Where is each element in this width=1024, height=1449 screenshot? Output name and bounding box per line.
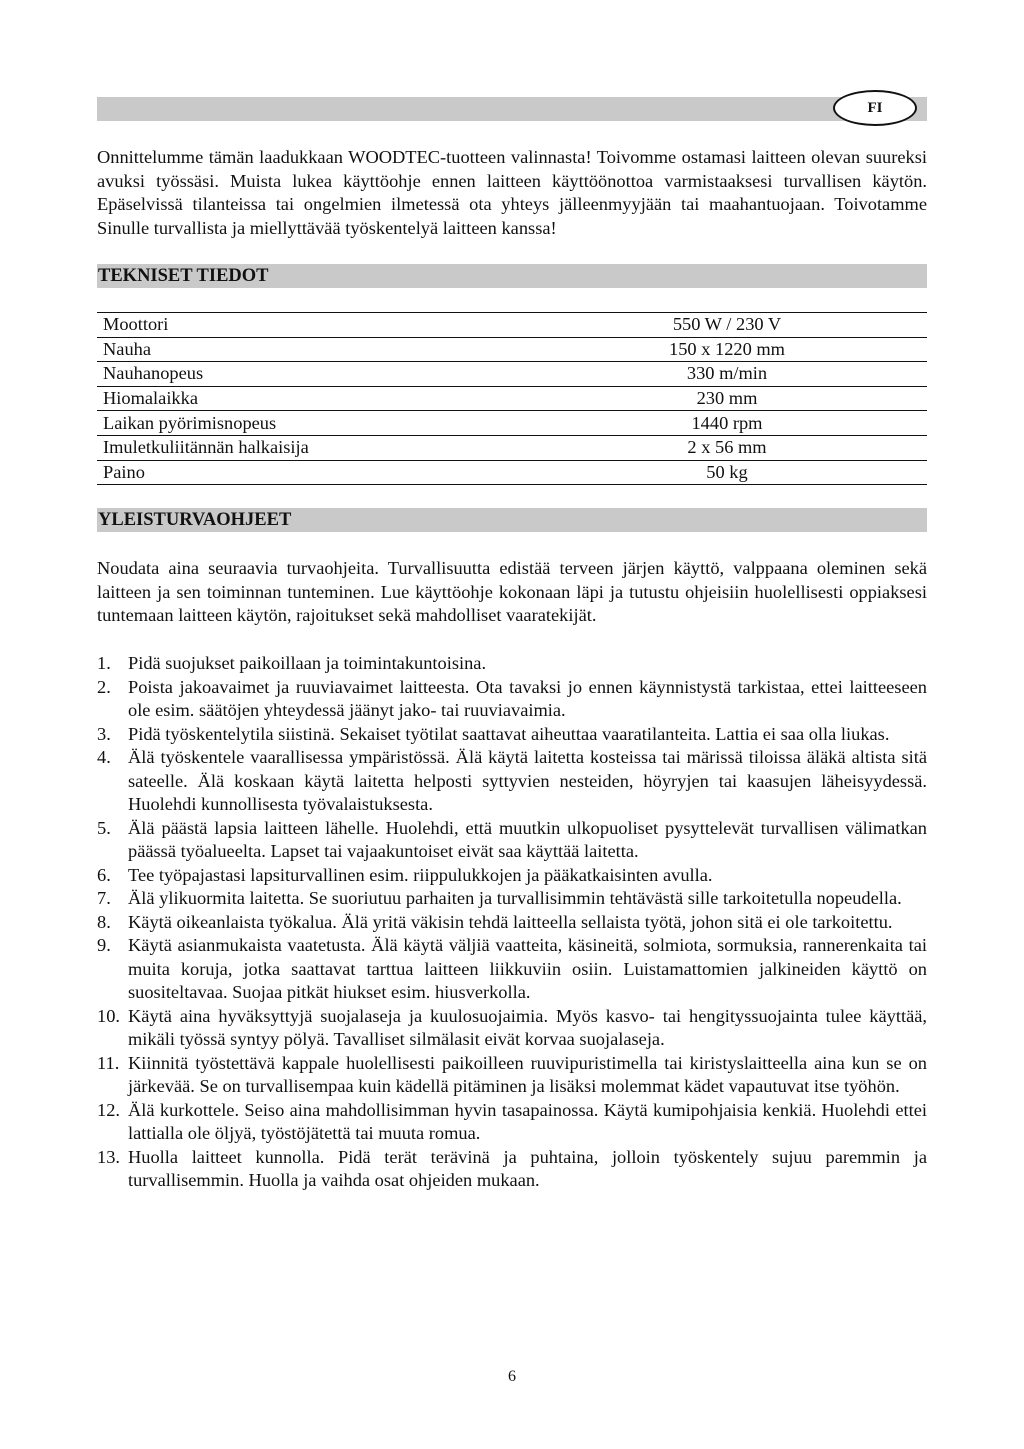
list-number: 2. <box>97 676 111 697</box>
list-text: Tee työpajastasi lapsiturvallinen esim. riippulukkojen ja pääkatkaisinten avulla. <box>128 864 713 885</box>
list-text: Huolla laitteet kunnolla. Pidä terät terävinä ja puhtaina, jolloin työskentely sujuu paremmin ja turvallisemmin. Huolla ja vaihda osat ohjeiden mukaan. <box>128 1146 927 1190</box>
table-row <box>97 337 927 362</box>
specs-table <box>97 312 927 485</box>
list-number: 7. <box>97 888 111 908</box>
list-number: 12. <box>97 1099 120 1120</box>
spec-value: 150 x 1220 mm <box>527 337 927 362</box>
list-number: 1. <box>97 653 111 673</box>
list-text: Poista jakoavaimet ja ruuviavaimet laitteesta. Ota tavaksi jo ennen käynnistystä tarkistaa, ettei laitteeseen ole esim. säätöjen yhteydessä jäänyt jako- tai ruuviavaimia. <box>128 676 927 720</box>
list-item <box>97 1005 927 1052</box>
list-number: 5. <box>97 817 111 838</box>
page-number: 6 <box>508 1368 516 1385</box>
list-text: Älä kurkottele. Seiso aina mahdollisimman hyvin tasapainossa. Käytä kumipohjaisia kenkiä. Huolehdi ettei lattialla ole öljyä, työstöjätettä tai muuta romua. <box>128 1099 927 1143</box>
table-row <box>97 435 927 460</box>
header-bar <box>97 97 927 121</box>
list-item <box>97 864 927 888</box>
list-item <box>97 723 927 747</box>
table-row <box>97 362 927 387</box>
list-item <box>97 746 927 817</box>
spec-label: Moottori <box>97 313 527 338</box>
spec-label: Paino <box>97 460 527 485</box>
list-text: Käytä aina hyväksyttyjä suojalaseja ja kuulosuojaimia. Myös kasvo- tai hengityssuojainta tulee käyttää, mikäli työssä syntyy pölyä. Tavalliset silmälasit eivät korvaa suojalaseja. <box>128 1005 927 1049</box>
list-number: 9. <box>97 935 111 955</box>
list-number: 3. <box>97 723 111 744</box>
spec-label: Hiomalaikka <box>97 386 527 411</box>
list-text: Älä ylikuormita laitetta. Se suoriutuu parhaiten ja turvallisimmin tehtävästä sille tarkoitetulla nopeudella. <box>128 888 902 908</box>
section-heading-specs: TEKNISET TIEDOT <box>97 264 927 288</box>
list-item <box>97 1099 927 1146</box>
list-item <box>97 1052 927 1099</box>
list-text: Pidä työskentelytila siistinä. Sekaiset työtilat saattavat aiheuttaa vaaratilanteita. Lattia ei saa olla liukas. <box>128 723 890 744</box>
list-text: Käytä asianmukaista vaatetusta. Älä käytä väljiä vaatteita, käsineitä, solmiota, sormuksia, rannerenkaita tai muita koruja, jotka saattavat tarttua laitteen liikkuviin osiin. Luistamattomien jalkineiden käyttö on suositeltavaa. Suojaa pitkät hiukset esim. hiusverkolla. <box>128 935 927 1002</box>
list-item <box>97 1146 927 1193</box>
spec-label: Nauhanopeus <box>97 362 527 387</box>
list-number: 10. <box>97 1005 120 1026</box>
spec-value: 550 W / 230 V <box>527 313 927 338</box>
list-item <box>97 911 927 935</box>
section-heading-safety: YLEISTURVAOHJEET <box>97 508 927 532</box>
list-number: 8. <box>97 911 111 932</box>
list-number: 4. <box>97 747 111 767</box>
list-item <box>97 887 927 911</box>
list-text: Älä työskentele vaarallisessa ympäristössä. Älä käytä laitetta kosteissa tai märissä tiloissa äläkä altista sitä sateelle. Älä koskaan käytä laitetta helposti syttyvien nesteiden, höyryjen tai kaasujen läheisyydessä. Huolehdi kunnollisesta työvalaistuksesta. <box>128 747 927 814</box>
spec-value: 330 m/min <box>527 362 927 387</box>
spec-label: Imuletkuliitännän halkaisija <box>97 435 527 460</box>
list-text: Kiinnitä työstettävä kappale huolellisesti paikoilleen ruuvipuristimella tai kiristyslaitteella aina kun se on järkevää. Se on turvallisempaa kuin kädellä pitäminen ja lisäksi molemmat kädet vapautuvat itse työhön. <box>128 1052 927 1096</box>
list-text: Käytä oikeanlaista työkalua. Älä yritä väkisin tehdä laitteella sellaista työtä, johon sitä ei ole tarkoitettu. <box>128 911 893 932</box>
language-badge: FI <box>833 90 917 126</box>
spec-label: Nauha <box>97 337 527 362</box>
intro-paragraph: Onnittelumme tämän laadukkaan WOODTEC-tuotteen valinnasta! Toivomme ostamasi laitteen olevan suureksi avuksi työssäsi. Muista lukea käyttöohje ennen laitteen käyttöönottoa varmistaaksesi turvallisen käytön. Epäselvissä tilanteissa tai ongelmien ilmetessä ota yhteys jälleenmyyjään tai maahantuojaan. Toivotamme Sinulle turvallista ja miellyttävää työskentelyä laitteen kanssa! <box>97 147 927 238</box>
spec-label: Laikan pyörimisnopeus <box>97 411 527 436</box>
spec-value: 2 x 56 mm <box>527 435 927 460</box>
list-number: 6. <box>97 864 111 885</box>
list-item <box>97 652 927 676</box>
table-row <box>97 411 927 436</box>
list-item <box>97 934 927 1005</box>
list-item <box>97 676 927 723</box>
list-number: 11. <box>97 1052 120 1073</box>
table-row <box>97 460 927 485</box>
table-row <box>97 386 927 411</box>
safety-rules-list <box>97 652 927 1193</box>
safety-intro-paragraph: Noudata aina seuraavia turvaohjeita. Turvallisuutta edistää terveen järjen käyttö, valppaana oleminen sekä laitteen ja sen toiminnan tunteminen. Lue käyttöohje kokonaan läpi ja tutustu ohjeisiin huolellisesti oppiaksesi tuntemaan laitteen käytön, rajoitukset sekä mahdolliset vaaratekijät. <box>97 558 927 625</box>
list-text: Pidä suojukset paikoillaan ja toimintakuntoisina. <box>128 653 487 673</box>
table-row <box>97 313 927 338</box>
spec-value: 50 kg <box>527 460 927 485</box>
list-item <box>97 817 927 864</box>
list-text: Älä päästä lapsia laitteen lähelle. Huolehdi, että muutkin ulkopuoliset pysyttelevät turvallisen välimatkan päässä työalueelta. Lapset tai vajaakuntoiset eivät saa käyttää laitetta. <box>128 817 927 861</box>
spec-value: 230 mm <box>527 386 927 411</box>
spec-value: 1440 rpm <box>527 411 927 436</box>
list-number: 13. <box>97 1146 120 1167</box>
